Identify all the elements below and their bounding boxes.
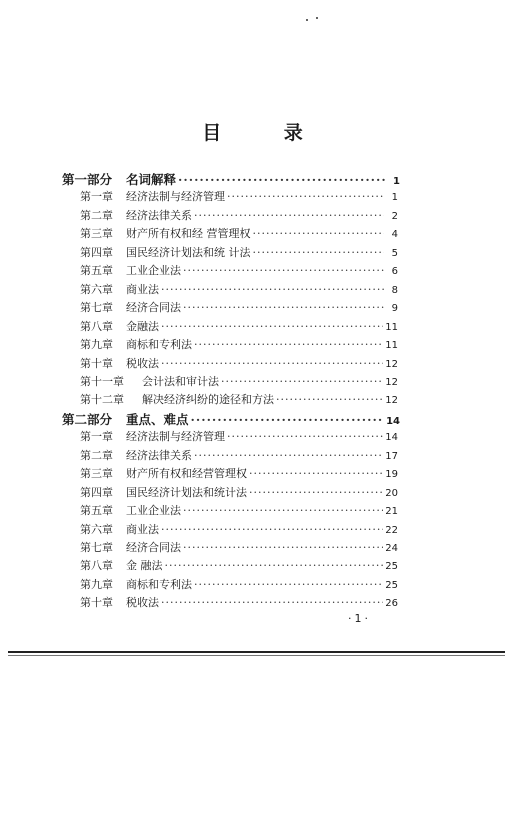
page-reference: 6	[391, 266, 398, 278]
dot-leader	[183, 504, 383, 517]
chapter-title: 金融法	[126, 319, 159, 333]
chapter-title: 经济法律关系	[126, 208, 192, 222]
chapter-number: 第十一章	[80, 374, 124, 388]
chapter-number: 第一章	[80, 430, 113, 444]
toc-chapter-entry	[80, 428, 398, 444]
dot-leader	[165, 559, 384, 572]
chapter-number: 第五章	[80, 264, 113, 278]
dot-leader	[194, 209, 384, 222]
page-reference: 11	[385, 321, 398, 333]
toc-chapter-entry	[80, 502, 398, 518]
chapter-title: 税收法	[126, 596, 159, 610]
dot-leader	[194, 449, 383, 462]
page-reference: 1	[393, 176, 400, 187]
page-reference: 22	[385, 524, 398, 536]
page-reference: 12	[385, 376, 398, 388]
chapter-number: 第三章	[80, 467, 113, 481]
page-reference: 25	[385, 579, 398, 591]
dot-leader	[227, 430, 383, 443]
chapter-number: 第十章	[80, 596, 113, 610]
dot-leader	[191, 412, 385, 427]
part-number: 第二部分	[62, 411, 113, 427]
toc-chapter-entry	[80, 373, 398, 389]
dot-leader	[221, 375, 383, 388]
chapter-title: 国民经济计划法和统计法	[126, 485, 247, 499]
chapter-title: 解决经济纠纷的途径和方法	[142, 393, 274, 407]
dot-leader	[249, 467, 383, 480]
chapter-title: 经济法律关系	[126, 448, 192, 462]
dot-leader	[253, 227, 385, 240]
toc-part-heading	[62, 410, 400, 428]
page-reference: 24	[385, 543, 398, 554]
dot-leader	[253, 246, 385, 259]
page-reference: 19	[385, 469, 398, 481]
chapter-title: 商业法	[126, 522, 159, 536]
page-reference: 12	[385, 395, 398, 407]
chapter-number: 第二章	[80, 448, 113, 462]
chapter-title: 财产所有权和经 营管理权	[126, 227, 251, 241]
toc-chapter-entry	[80, 299, 398, 315]
chapter-number: 第二章	[80, 208, 113, 222]
toc-chapter-entry	[80, 281, 398, 297]
dot-leader	[161, 596, 383, 609]
dot-leader	[194, 578, 383, 591]
chapter-title: 国民经济计划法和统 计法	[126, 245, 251, 259]
part-title: 名词解释	[126, 172, 177, 187]
toc-chapter-entry	[80, 594, 398, 610]
toc-chapter-entry	[80, 355, 398, 371]
page-reference: 12	[385, 358, 398, 370]
chapter-number: 第三章	[80, 227, 113, 241]
chapter-number: 第四章	[80, 485, 113, 499]
chapter-title: 商标和专利法	[126, 338, 192, 352]
chapter-title: 经济合同法	[126, 301, 181, 315]
toc-chapter-entry	[80, 188, 398, 204]
page-reference: 20	[385, 487, 398, 499]
chapter-number: 第七章	[80, 301, 113, 315]
chapter-number: 第七章	[80, 541, 113, 554]
chapter-title: 经济法制与经济管理	[126, 430, 225, 444]
chapter-number: 第九章	[80, 577, 113, 591]
dot-leader	[161, 320, 383, 333]
toc-chapter-entry	[80, 447, 398, 463]
page-reference: 11	[385, 340, 398, 352]
toc-part-heading	[62, 170, 400, 188]
chapter-number: 第十章	[80, 356, 113, 370]
dot-leader	[249, 486, 383, 499]
chapter-number: 第六章	[80, 522, 113, 536]
chapter-number: 第六章	[80, 282, 113, 296]
toc-chapter-entry	[80, 336, 398, 352]
page-bottom-rule	[8, 651, 505, 653]
toc-chapter-entry	[80, 465, 398, 481]
scan-speck	[316, 17, 318, 19]
toc-chapter-entry	[80, 557, 398, 573]
page-reference: 4	[391, 229, 398, 241]
chapter-title: 工业企业法	[126, 504, 181, 518]
toc-chapter-entry	[80, 318, 398, 334]
page-reference: 9	[391, 303, 398, 315]
toc-chapter-entry	[80, 225, 398, 241]
dot-leader	[183, 541, 383, 554]
chapter-title: 税收法	[126, 356, 159, 370]
dot-leader	[161, 283, 384, 296]
page-reference: 8	[391, 284, 398, 296]
toc-chapter-entry	[80, 244, 398, 260]
scan-speck	[306, 19, 308, 21]
page-number: ·1·	[348, 612, 371, 625]
page-reference: 14	[385, 432, 398, 444]
page-reference: 14	[386, 415, 400, 427]
chapter-number: 第五章	[80, 504, 113, 518]
page-reference: 2	[391, 210, 398, 222]
dot-leader	[178, 172, 386, 187]
chapter-title: 商标和专利法	[126, 577, 192, 591]
toc-chapter-entry	[80, 262, 398, 278]
chapter-title: 会计法和审计法	[142, 374, 219, 388]
dot-leader	[276, 393, 383, 406]
dot-leader	[183, 264, 384, 277]
part-title: 重点、难点	[126, 411, 189, 427]
page-reference: 1	[391, 192, 398, 204]
toc-chapter-entry	[80, 207, 398, 223]
toc-chapter-entry	[80, 576, 398, 592]
toc-chapter-entry	[80, 391, 398, 407]
toc-chapter-entry	[80, 521, 398, 537]
page-reference: 5	[391, 247, 398, 259]
chapter-title: 经济法制与经济管理	[126, 190, 225, 204]
chapter-number: 第八章	[80, 319, 113, 333]
page-reference: 17	[385, 450, 398, 462]
page-reference: 26	[385, 598, 398, 610]
part-number: 第一部分	[62, 172, 113, 187]
chapter-title: 工业企业法	[126, 264, 181, 278]
page-reference: 25	[385, 561, 398, 573]
page-bottom-rule-thin	[8, 655, 505, 656]
chapter-number: 第十二章	[80, 393, 124, 407]
chapter-title: 商业法	[126, 282, 159, 296]
page-title: 目 录	[202, 122, 331, 144]
chapter-number: 第一章	[80, 190, 113, 204]
dot-leader	[161, 523, 383, 536]
dot-leader	[183, 301, 384, 314]
chapter-number: 第九章	[80, 338, 113, 352]
chapter-number: 第四章	[80, 245, 113, 259]
chapter-title: 经济合同法	[126, 541, 181, 554]
page-reference: 21	[385, 506, 398, 518]
chapter-title: 金 融法	[126, 559, 163, 573]
dot-leader	[194, 338, 383, 351]
chapter-title: 财产所有权和经营管理权	[126, 467, 247, 481]
chapter-number: 第八章	[80, 559, 113, 573]
toc-chapter-entry	[80, 539, 398, 555]
dot-leader	[161, 357, 383, 370]
dot-leader	[227, 190, 384, 203]
toc-chapter-entry	[80, 484, 398, 500]
